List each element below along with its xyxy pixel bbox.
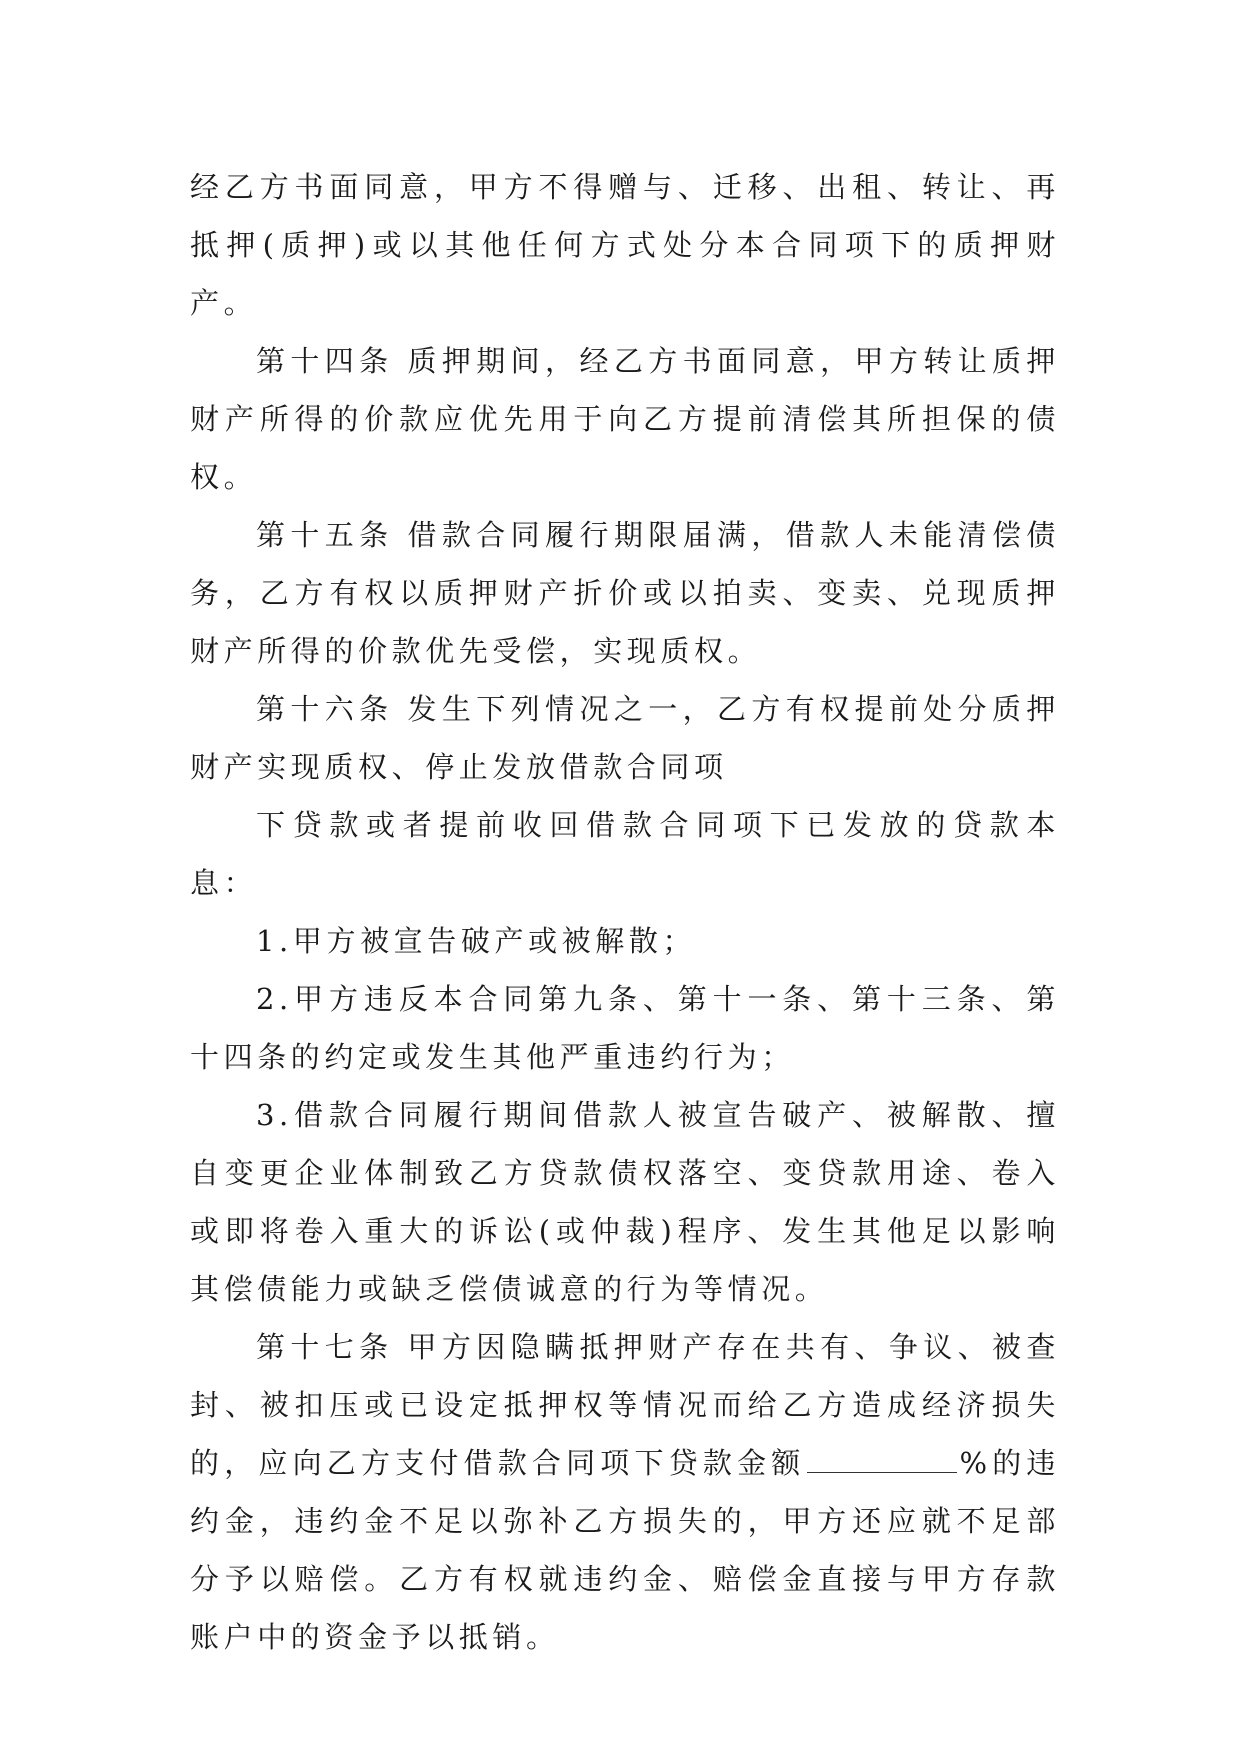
article-text-before-blank: 甲方因隐瞒抵押财产存在共有、争议、被查封、被扣压或已设定抵押权等情况而给乙方造成经济损失的，应向乙方支付借款合同项下贷款金额 [190, 1330, 1060, 1480]
article-text: 质押期间，经乙方书面同意，甲方转让质押财产所得的价款应优先用于向乙方提前清偿其所担保的债权。 [190, 344, 1060, 494]
list-item-3 [190, 1086, 1060, 1318]
article-number: 第十四条 [256, 344, 394, 378]
paragraph-pledge-restriction [190, 158, 1060, 332]
list-item-1 [190, 912, 1060, 970]
document-body [190, 158, 1060, 1666]
percentage-blank-field[interactable] [807, 1448, 957, 1473]
article-17 [190, 1318, 1060, 1666]
article-text: 发生下列情况之一，乙方有权提前处分质押财产实现质权、停止发放借款合同项 [190, 692, 1060, 784]
article-15 [190, 506, 1060, 680]
article-number: 第十五条 [256, 518, 394, 552]
article-number: 第十七条 [256, 1330, 394, 1364]
article-14 [190, 332, 1060, 506]
list-item-text: 3.借款合同履行期间借款人被宣告破产、被解散、擅自变更企业体制致乙方贷款债权落空、变贷款用途、卷入或即将卷入重大的诉讼(或仲裁)程序、发生其他足以影响其偿债能力或缺乏偿债诚意的行为等情况。 [190, 1098, 1060, 1306]
paragraph-text: 经乙方书面同意，甲方不得赠与、迁移、出租、转让、再抵押(质押)或以其他任何方式处分本合同项下的质押财产。 [190, 170, 1060, 320]
article-16-continuation [190, 796, 1060, 912]
article-number: 第十六条 [256, 692, 394, 726]
list-item-2 [190, 970, 1060, 1086]
article-text: 借款合同履行期限届满，借款人未能清偿债务，乙方有权以质押财产折价或以拍卖、变卖、兑现质押财产所得的价款优先受偿，实现质权。 [190, 518, 1060, 668]
list-item-text: 1.甲方被宣告破产或被解散； [256, 924, 697, 958]
article-16 [190, 680, 1060, 796]
article-text-after-blank: %的违约金，违约金不足以弥补乙方损失的，甲方还应就不足部分予以赔偿。乙方有权就违约金、赔偿金直接与甲方存款账户中的资金予以抵销。 [190, 1446, 1060, 1654]
list-item-text: 2.甲方违反本合同第九条、第十一条、第十三条、第十四条的约定或发生其他严重违约行为； [190, 982, 1060, 1074]
paragraph-text: 下贷款或者提前收回借款合同项下已发放的贷款本息： [190, 808, 1060, 900]
